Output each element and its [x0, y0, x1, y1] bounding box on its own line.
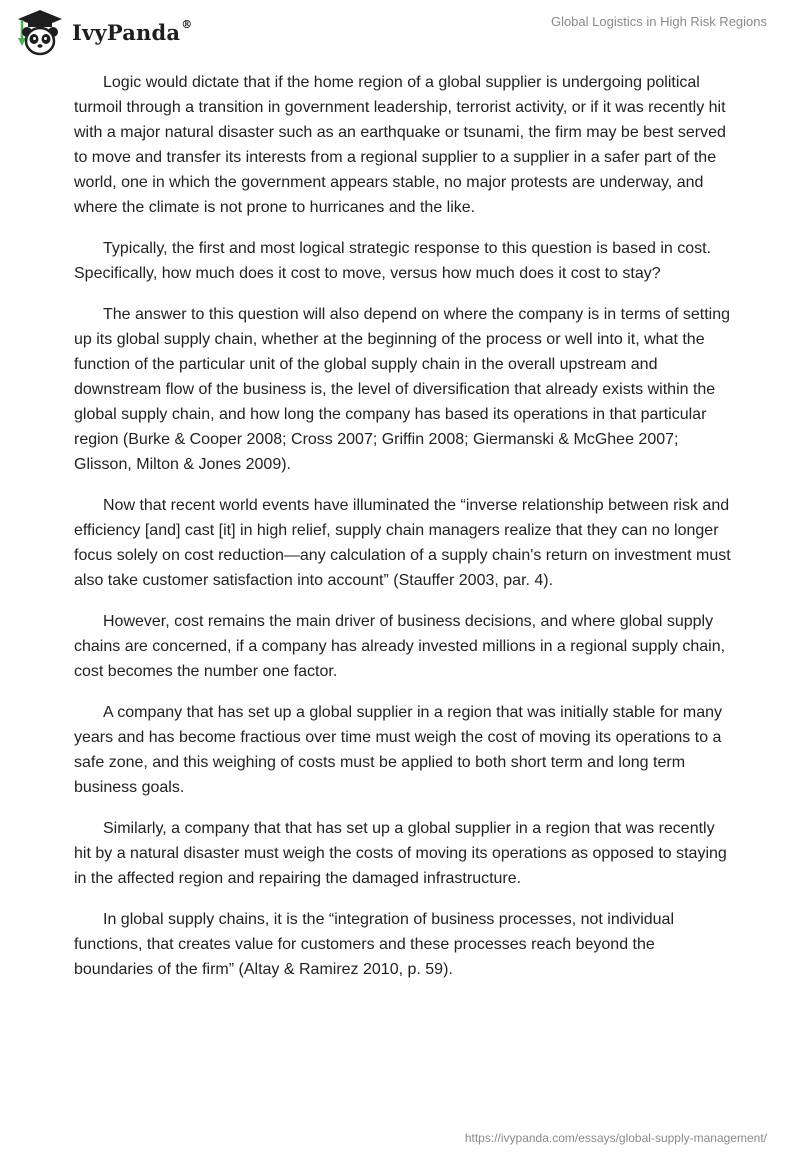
document-title: Global Logistics in High Risk Regions — [550, 14, 767, 29]
paragraph: The answer to this question will also depend on where the company is in terms of setting up its global supply chain, whether at the beginning of the process or well into it, what the function of the particular unit of the global supply chain in the overall upstream and downstream flow of the business is, the level of diversification that already exists within the global supply chain, and how long the company has based its operations in that particular region (Burke & Cooper 2008; Cross 2007; Griffin 2008; Giermanski & McGhee 2007; Glisson, Milton & Jones 2009). — [74, 306, 730, 473]
paragraph: A company that has set up a global supplier in a region that was initially stable for many years and has become fractious over time must weigh the cost of moving its operations to a safe zone, and this weighing of costs must be applied to both short term and long term business goals. — [74, 704, 723, 796]
page-header — [0, 0, 800, 66]
paragraph: Logic would dictate that if the home region of a global supplier is undergoing political turmoil through a transition in government leadership, terrorist activity, or if it was recently hit with a major natural disaster such as an earthquake or tsunami, the firm may be best served to move and transfer its interests from a regional supplier to a supplier in a safer part of the world, one in which the government appears stable, no major protests are underway, and where the climate is not prone to hurricanes and the like. — [74, 74, 726, 216]
brand-name — [72, 17, 193, 45]
paragraph: Similarly, a company that that has set up a global supplier in a region that was recently hit by a natural disaster must weigh the costs of moving its operations as opposed to staying in the affected region and repairing the damaged infrastructure. — [74, 820, 727, 887]
paragraph: However, cost remains the main driver of business decisions, and where global supply chains are concerned, if a company has already invested millions in a regional supply chain, cost becomes the number one factor. — [74, 613, 726, 680]
source-url[interactable]: https://ivypanda.com/essays/global-supply-management/ — [464, 1131, 767, 1145]
paragraph: Typically, the first and most logical strategic response to this question is based in cost. Specifically, how much does it cost to move, versus how much does it cost to stay? — [74, 240, 711, 282]
paragraph: Now that recent world events have illuminated the “inverse relationship between risk and efficiency [and] cast [it] in high relief, supply chain managers realize that they can no longer focus solely on cost reduction—any calculation of a supply chain's return on investment must also take customer satisfaction into account” (Stauffer 2003, par. 4). — [74, 497, 731, 589]
essay-body — [74, 70, 734, 998]
panda-graduate-icon — [14, 8, 66, 58]
paragraph: In global supply chains, it is the “integration of business processes, not individual functions, that creates value for customers and these processes reach beyond the boundaries of the firm” (Altay & Ramirez 2010, p. 59). — [74, 911, 674, 978]
brand-name-text: IvyPanda — [72, 19, 181, 45]
ivypanda-logo[interactable] — [14, 8, 192, 58]
registered-mark: ® — [181, 17, 193, 31]
